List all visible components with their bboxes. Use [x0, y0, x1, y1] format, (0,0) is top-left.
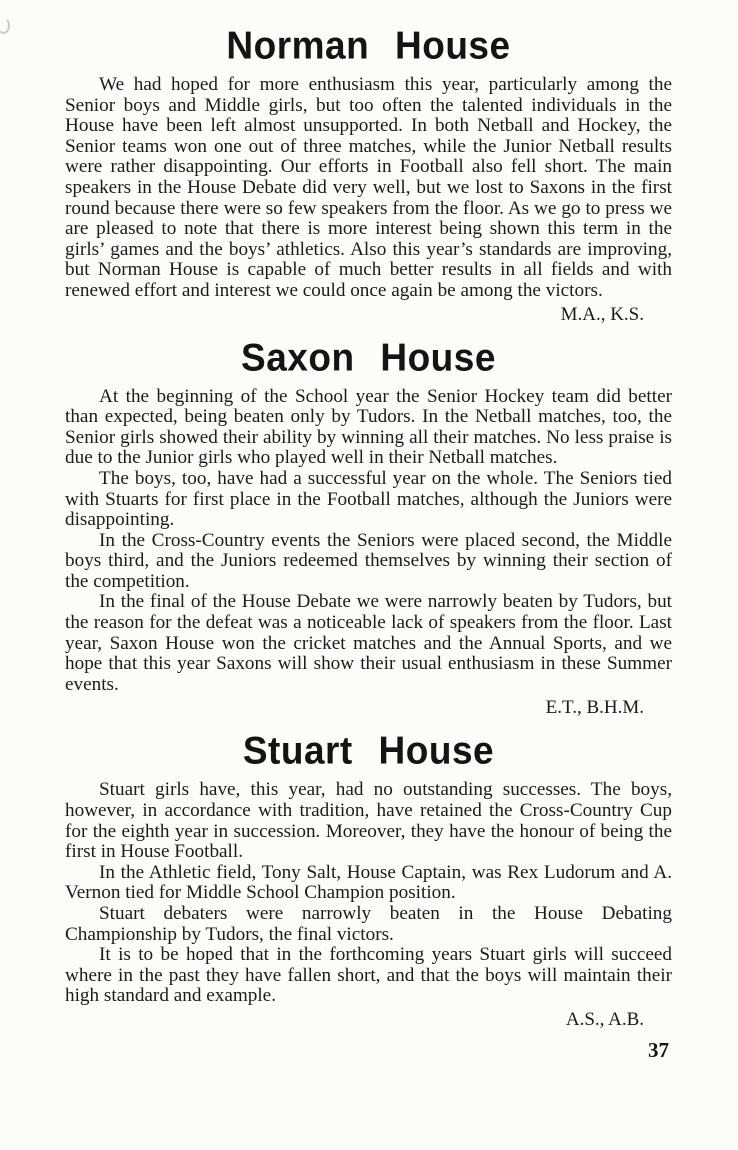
paragraph: At the beginning of the School year the Senior Hockey team did better than expected, being beaten only by Tudors. In the Netball matches, too, the Senior girls showed their ability by winning all their matches. No less praise is due to the Junior girls who played well in their Netball matches.: [65, 385, 672, 469]
paragraph: Stuart debaters were narrowly beaten in the House Debating Championship by Tudors, the final victors.: [65, 903, 672, 945]
signature-initials: A.S., A.B.: [565, 1008, 644, 1030]
section-norman-house: [65, 24, 672, 326]
section-saxon-house: [65, 335, 672, 720]
section-title-norman-house: Norman House: [226, 24, 511, 67]
paragraph: We had hoped for more enthusiasm this year, particularly among the Senior boys and Middle girls, but too often the talented individuals in the House have been left almost unsupported. In both Netball and Hockey, the Senior teams won one out of three matches, while the Junior Netball results were rather disappointing. Our efforts in Football also fell short. The main speakers in the House Debate did very well, but we lost to Saxons in the first round because there were so few speakers from the floor. As we go to press we are pleased to note that there is more interest being shown this term in the girls’ games and the boys’ athletics. Also this year’s standards are improving, but Norman House is capable of much better results in all fields and with renewed effort and interest we could once again be among the victors.: [65, 74, 672, 301]
section-title-stuart-house: Stuart House: [242, 729, 495, 773]
section-title-saxon-house: Saxon House: [241, 335, 496, 379]
paragraph: Stuart girls have, this year, had no outstanding successes. The boys, however, in accordance with tradition, have retained the Cross-Country Cup for the eighth year in succession. Moreover, they have the honour of being the first in House Football.: [65, 779, 672, 863]
paragraph: The boys, too, have had a successful year on the whole. The Seniors tied with Stuarts for first place in the Football matches, although the Juniors were disappointing.: [65, 467, 672, 531]
section-stuart-house: [65, 729, 672, 1031]
scan-smudge-artifact: [0, 17, 10, 34]
signature-initials: M.A., K.S.: [560, 303, 644, 325]
paragraph: It is to be hoped that in the forthcoming years Stuart girls will succeed where in the past they have fallen short, and that the boys will maintain their high standard and example.: [65, 944, 672, 1007]
paragraph: In the Athletic field, Tony Salt, House Captain, was Rex Ludorum and A. Vernon tied for Middle School Champion position.: [65, 861, 672, 904]
paragraph: In the Cross-Country events the Seniors were placed second, the Middle boys third, and the Juniors redeemed themselves by winning their section of the competition.: [65, 529, 672, 592]
paragraph: In the final of the House Debate we were narrowly beaten by Tudors, but the reason for the defeat was a noticeable lack of speakers from the floor. Last year, Saxon House won the cricket matches and the Annual Sports, and we hope that this year Saxons will show their usual enthusiasm in these Summer events.: [65, 591, 672, 695]
page-number: 37: [648, 1037, 669, 1062]
signature-initials: E.T., B.H.M.: [545, 697, 644, 719]
